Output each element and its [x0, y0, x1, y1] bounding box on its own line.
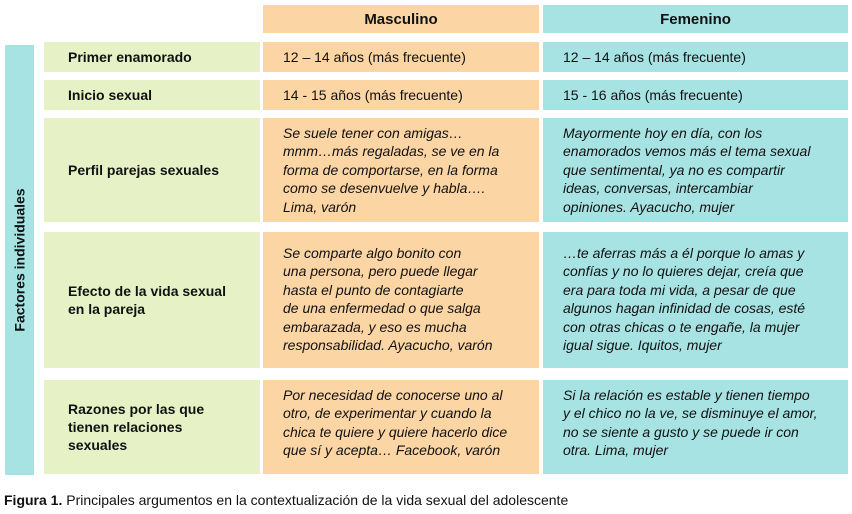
- row-5-femenino: Si la relación es estable y tienen tiempo y el chico no la ve, se disminuye el amor, no se siente a gusto y se puede ir con otra. Lima, mujer: [543, 380, 848, 474]
- row-2-femenino: 15 - 16 años (más frecuente): [543, 80, 848, 110]
- row-3-masculino: Se suele tener con amigas… mmm…más regaladas, se ve en la forma de comportarse, en la forma como se desenvuelve y habla…. Lima, varón: [263, 118, 539, 222]
- header-masculino: Masculino: [263, 5, 539, 33]
- row-3-femenino: Mayormente hoy en día, con los enamorados vemos más el tema sexual que sentimental, ya no es compartir ideas, conversas, intercambiar opiniones. Ayacucho, mujer: [543, 118, 848, 222]
- row-label-efecto-vida-sexual: Efecto de la vida sexual en la pareja: [44, 232, 260, 368]
- row-label-perfil-parejas: Perfil parejas sexuales: [44, 118, 260, 222]
- figure-caption-label: Figura 1.: [4, 492, 63, 508]
- header-femenino: Femenino: [543, 5, 848, 33]
- row-1-masculino: 12 – 14 años (más frecuente): [263, 42, 539, 72]
- row-label-razones: Razones por las que tienen relaciones sexuales: [44, 380, 260, 474]
- figure-caption-text: Principales argumentos en la contextualización de la vida sexual del adolescente: [62, 492, 569, 508]
- row-label-inicio-sexual: Inicio sexual: [44, 80, 260, 110]
- side-label: Factores individuales: [11, 188, 28, 332]
- row-2-masculino: 14 - 15 años (más frecuente): [263, 80, 539, 110]
- figure-caption: [4, 492, 568, 508]
- row-4-femenino: …te aferras más a él porque lo amas y confías y no lo quieres dejar, creía que era para toda mi vida, a pesar de que algunos hagan infinidad de cosas, esté con otras chicas o te engañe, la mujer igual sigue. Iquitos, mujer: [543, 232, 848, 368]
- row-1-femenino: 12 – 14 años (más frecuente): [543, 42, 848, 72]
- row-label-primer-enamorado: Primer enamorado: [44, 42, 260, 72]
- row-5-masculino: Por necesidad de conocerse uno al otro, de experimentar y cuando la chica te quiere y quiere hacerlo dice que sí y acepta… Facebook, varón: [263, 380, 539, 474]
- row-4-masculino: Se comparte algo bonito con una persona, pero puede llegar hasta el punto de contagiarte de una enfermedad o que salga embarazada, y eso es mucha responsabilidad. Ayacucho, varón: [263, 232, 539, 368]
- side-label-box: [5, 45, 34, 475]
